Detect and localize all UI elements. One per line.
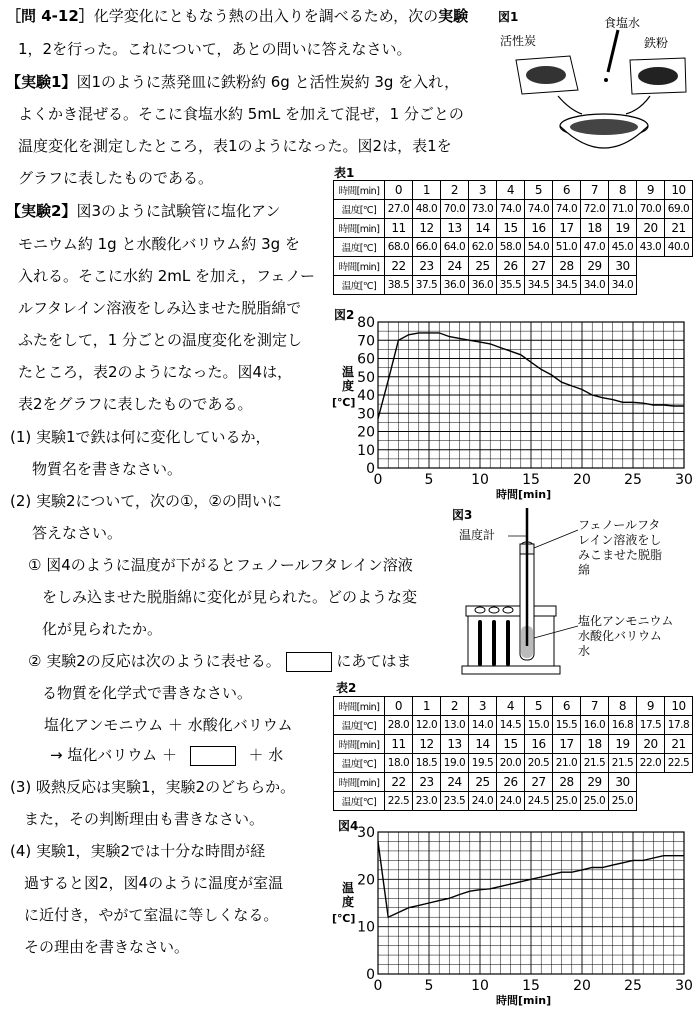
table1-cell: 72.0	[581, 200, 609, 219]
table2-cell: 2	[441, 697, 469, 716]
experiment2-heading: 【実験2】	[6, 202, 77, 220]
table2-cell: 29	[581, 773, 609, 792]
figure4-y-tick-label: 20	[357, 872, 375, 889]
table1-cell: 71.0	[609, 200, 637, 219]
figure4-x-tick-label: 10	[471, 978, 489, 994]
table1-cell: 27	[525, 257, 553, 276]
table2-time-header: 時間[min]	[334, 773, 385, 792]
table1-cell: 16	[525, 219, 553, 238]
table1-cell: 25	[469, 257, 497, 276]
table1-cell: 15	[497, 219, 525, 238]
table1-cell: 43.0	[637, 238, 665, 257]
question-2-2-line-1	[28, 651, 411, 672]
table2-cell: 19	[609, 735, 637, 754]
question-4-line-1: (4) 実験1，実験2では十分な時間が経	[10, 842, 266, 860]
table2-cell: 9	[637, 697, 665, 716]
figure2-chart	[328, 312, 693, 502]
arrow-iron	[626, 96, 650, 114]
table2-cell: 22.5	[665, 754, 693, 773]
experiment1-text-1: 図1のように蒸発皿に鉄粉約 6g と活性炭約 3g を入れ，	[76, 73, 460, 91]
figure4-xlabel: 時間[min]	[496, 994, 552, 1007]
question-2-2-text: ② 実験2の反応は次のように表せる。	[28, 652, 281, 670]
table2-cell: 17	[553, 735, 581, 754]
table2-cell: 11	[385, 735, 413, 754]
table1-cell: 51.0	[553, 238, 581, 257]
experiment1-text-3: 温度変化を測定したところ，表1のようになった。図2は，表1を	[18, 137, 452, 155]
experiment1-text-4: グラフに表したものである。	[18, 169, 214, 187]
table2-row	[334, 716, 693, 735]
intro-experiment-word: 実験	[438, 7, 469, 25]
experiment1-heading: 【実験1】	[6, 73, 77, 91]
table1-cell: 6	[553, 181, 581, 200]
question-3-line-2: また，その判断理由も書きなさい。	[24, 810, 265, 828]
figure4-x-tick-label: 15	[522, 978, 540, 994]
question-2-line-1: (2) 実験2について，次の①，②の問いに	[10, 492, 282, 510]
table1-cell: 11	[385, 219, 413, 238]
table2-cell: 18.0	[385, 754, 413, 773]
question-2-2-line-2: る物質を化学式で書きなさい。	[42, 684, 253, 702]
figure2-ylabel-1: 温	[342, 365, 355, 379]
question-2-line-2: 答えなさい。	[32, 524, 123, 542]
table1-cell: 74.0	[525, 200, 553, 219]
figure3-thermometer-label: 温度計	[459, 528, 496, 542]
table2-cell: 14.5	[497, 716, 525, 735]
arrow-carbon	[558, 96, 582, 114]
answer-blank-box-equation	[190, 746, 236, 766]
table1-cell: 28	[553, 257, 581, 276]
table1-cell: 62.0	[469, 238, 497, 257]
figure2-x-tick-label: 15	[522, 472, 540, 488]
table1-cell: 24	[441, 257, 469, 276]
table2-cell: 25.0	[609, 792, 637, 811]
figure4-x-ticks	[374, 978, 693, 994]
table1-cell: 2	[441, 181, 469, 200]
drop	[604, 78, 608, 82]
table2-cell: 12	[413, 735, 441, 754]
table2-cell: 28	[553, 773, 581, 792]
table1-cell: 64.0	[441, 238, 469, 257]
table1-cell: 45.0	[609, 238, 637, 257]
table2-cell: 24.5	[525, 792, 553, 811]
rack-base	[462, 666, 560, 674]
reaction-water-text: ＋ 水	[248, 746, 284, 764]
table2-cell: 16.8	[609, 716, 637, 735]
table1-row	[334, 276, 693, 295]
iron-powder	[638, 67, 678, 85]
table1-cell: 20	[637, 219, 665, 238]
experiment2-text-1: 図3のように試験管に塩化アン	[76, 202, 281, 220]
table1-label: 表1	[334, 166, 355, 180]
experiment2-text-7: 表2をグラフに表したものである。	[18, 395, 253, 413]
question-1-line-1: (1) 実験1で鉄は何に変化しているか，	[10, 428, 271, 446]
table2-cell: 18	[581, 735, 609, 754]
answer-blank-box	[286, 652, 332, 672]
table1-cell: 23	[413, 257, 441, 276]
table1-cell: 10	[665, 181, 693, 200]
figure4-ylabel-2: 度	[342, 895, 355, 909]
experiment2-line-1	[6, 201, 280, 221]
table1-cell: 1	[413, 181, 441, 200]
figure3-illustration	[458, 506, 578, 686]
table2-cell: 7	[581, 697, 609, 716]
experiment2-text-5: ふたをして，1 分ごとの温度変化を測定し	[18, 331, 303, 349]
figure4-ylabel-1: 温	[342, 881, 355, 895]
table2-cell: 21.5	[609, 754, 637, 773]
table1-cell: 36.0	[441, 276, 469, 295]
table2-row	[334, 697, 693, 716]
question-line-1	[6, 6, 468, 26]
question-2-2-text-end: にあてはま	[336, 652, 412, 670]
table2-cell: 4	[497, 697, 525, 716]
table1-cell: 29	[581, 257, 609, 276]
reaction-equation-line-2	[50, 745, 283, 766]
figure2-y-tick-label: 20	[357, 424, 375, 441]
table2-cell: 21	[665, 735, 693, 754]
mixture-leader	[534, 626, 578, 638]
figure2-y-tick-label: 50	[357, 369, 375, 386]
table1-time-header: 時間[min]	[334, 219, 385, 238]
table2-cell: 8	[609, 697, 637, 716]
experiment2-text-3: 入れる。そこに水約 2mL を加え，フェノー	[18, 267, 316, 285]
table1-cell: 74.0	[553, 200, 581, 219]
table2-cell: 3	[469, 697, 497, 716]
figure3-mix-label-1: 塩化アンモニウム	[578, 614, 674, 628]
table2-row	[334, 754, 693, 773]
table2-cell: 20.5	[525, 754, 553, 773]
table1-cell: 47.0	[581, 238, 609, 257]
figure2-x-tick-label: 25	[624, 472, 642, 488]
figure3-mix-label-2: 水酸化バリウム	[578, 629, 662, 643]
table2-temp-header: 温度[℃]	[334, 754, 385, 773]
figure2-ylabel-unit: [℃]	[332, 396, 356, 409]
table1-cell: 40.0	[665, 238, 693, 257]
figure2-x-tick-label: 30	[675, 472, 693, 488]
figure4-x-tick-label: 20	[573, 978, 591, 994]
figure3-cotton-label-2: レイン溶液をし	[578, 533, 662, 547]
table2-row	[334, 735, 693, 754]
table2-cell: 25	[469, 773, 497, 792]
table2-cell: 26	[497, 773, 525, 792]
experiment1-text-2: よくかき混ぜる。そこに食塩水約 5mL を加えて混ぜ，1 分ごとの	[18, 105, 464, 123]
intro-text: 化学変化にともなう熱の出入りを調べるため，次の	[93, 7, 439, 25]
question-2-1-line-1: ① 図4のように温度が下がるとフェノールフタレイン溶液	[28, 556, 413, 574]
table2-cell: 15.0	[525, 716, 553, 735]
table1-cell: 22	[385, 257, 413, 276]
table1-cell: 70.0	[441, 200, 469, 219]
table2-cell: 12.0	[413, 716, 441, 735]
table2-cell: 15.5	[553, 716, 581, 735]
table2-label: 表2	[336, 681, 357, 695]
table2-cell: 5	[525, 697, 553, 716]
table2-cell: 23.0	[413, 792, 441, 811]
figure4-y-ticks	[357, 825, 375, 983]
table1-cell: 5	[525, 181, 553, 200]
figure2-y-tick-label: 40	[357, 388, 375, 404]
table1-time-header: 時間[min]	[334, 257, 385, 276]
table1-cell: 34.5	[553, 276, 581, 295]
table2-cell: 19.5	[469, 754, 497, 773]
question-number: ［問 4-12］	[6, 7, 94, 25]
table2-cell: 20	[637, 735, 665, 754]
table2-row	[334, 773, 693, 792]
table2-cell: 22	[385, 773, 413, 792]
table2-cell: 21.5	[581, 754, 609, 773]
figure1-illustration	[500, 30, 690, 160]
table2-cell: 23	[413, 773, 441, 792]
table1-cell: 14	[469, 219, 497, 238]
figure4-chart	[328, 822, 693, 1008]
table1-row	[334, 181, 693, 200]
table1-cell: 3	[469, 181, 497, 200]
table2-cell: 15	[497, 735, 525, 754]
table2-cell: 17.5	[637, 716, 665, 735]
table2-cell: 16	[525, 735, 553, 754]
figure2-x-tick-label: 10	[471, 472, 489, 488]
table1-cell: 27.0	[385, 200, 413, 219]
table2-cell: 14	[469, 735, 497, 754]
table2-cell: 6	[553, 697, 581, 716]
figure2-y-tick-label: 80	[357, 315, 375, 331]
question-1-line-2: 物質名を書きなさい。	[32, 460, 183, 478]
table2-cell: 13.0	[441, 716, 469, 735]
experiment2-text-6: たところ，表2のようになった。図4は，	[18, 363, 293, 381]
table1-cell: 13	[441, 219, 469, 238]
figure4-grid	[378, 832, 684, 974]
figure3-cotton-label-4: 綿	[578, 563, 591, 577]
table1-cell: 26	[497, 257, 525, 276]
table2-cell: 30	[609, 773, 637, 792]
table1-cell: 34.5	[525, 276, 553, 295]
figure4-x-tick-label: 5	[424, 978, 434, 994]
table2-time-header: 時間[min]	[334, 697, 385, 716]
table1-cell: 73.0	[469, 200, 497, 219]
table2-cell: 23.5	[441, 792, 469, 811]
table1-cell: 35.5	[497, 276, 525, 295]
table2-temp-header: 温度[℃]	[334, 792, 385, 811]
table2-cell: 0	[385, 697, 413, 716]
table1-cell: 48.0	[413, 200, 441, 219]
question-4-line-4: その理由を書きなさい。	[24, 938, 190, 956]
table2-cell: 13	[441, 735, 469, 754]
figure2-y-tick-label: 30	[357, 406, 375, 423]
table1-cell: 9	[637, 181, 665, 200]
figure4-label: 図4	[338, 819, 359, 833]
reaction-products-text: → 塩化バリウム ＋	[50, 746, 177, 764]
figure4-y-tick-label: 10	[357, 919, 375, 936]
table1-cell: 74.0	[497, 200, 525, 219]
figure3-label: 図3	[452, 508, 473, 522]
table1-row	[334, 200, 693, 219]
table1-cell: 17	[553, 219, 581, 238]
table2-cell: 24.0	[497, 792, 525, 811]
intro-line-2: 1，2を行った。これについて，あとの問いに答えなさい。	[18, 40, 412, 58]
table2	[333, 696, 693, 811]
dropper	[608, 30, 618, 72]
figure2-x-tick-label: 20	[573, 472, 591, 488]
table1-cell: 30	[609, 257, 637, 276]
figure2-y-tick-label: 10	[357, 442, 375, 459]
figure3-cotton-label-3: みこませた脱脂	[578, 548, 663, 562]
figure2-y-tick-label: 60	[357, 351, 375, 368]
figure1-iron-label: 鉄粉	[644, 36, 669, 50]
table1-cell: 36.0	[469, 276, 497, 295]
table1-row	[334, 219, 693, 238]
table1-temp-header: 温度[℃]	[334, 238, 385, 257]
figure3-cotton-label-1: フェノールフタ	[578, 518, 661, 532]
carbon-powder	[526, 66, 566, 84]
figure4-x-tick-label: 30	[675, 978, 693, 994]
table1-cell: 69.0	[665, 200, 693, 219]
table1-time-header: 時間[min]	[334, 181, 385, 200]
table1-cell: 12	[413, 219, 441, 238]
figure4-x-tick-label: 0	[373, 978, 383, 994]
table1	[333, 180, 693, 295]
table1-cell: 21	[665, 219, 693, 238]
figure4-ylabel-unit: [℃]	[332, 912, 356, 925]
experiment1-line-1	[6, 72, 459, 92]
question-2-1-line-3: 化が見られたか。	[42, 620, 163, 638]
figure2-label: 図2	[334, 308, 355, 322]
figure2-y-tick-label: 0	[366, 461, 375, 477]
table1-cell: 0	[385, 181, 413, 200]
table2-cell: 22.5	[385, 792, 413, 811]
table2-cell: 27	[525, 773, 553, 792]
experiment2-text-4: ルフタレイン溶液をしみ込ませた脱脂綿で	[18, 299, 302, 317]
table2-cell: 24	[441, 773, 469, 792]
table2-cell: 1	[413, 697, 441, 716]
figure2-grid	[378, 322, 684, 468]
table2-temp-header: 温度[℃]	[334, 716, 385, 735]
table2-cell: 24.0	[469, 792, 497, 811]
table1-cell: 34.0	[581, 276, 609, 295]
table2-cell: 10	[665, 697, 693, 716]
table1-cell: 54.0	[525, 238, 553, 257]
figure2-x-ticks	[374, 472, 693, 488]
table2-cell: 20.0	[497, 754, 525, 773]
figure3-mix-label-3: 水	[578, 644, 591, 658]
figure2-x-tick-label: 5	[424, 472, 434, 488]
mixture	[570, 119, 638, 135]
table2-time-header: 時間[min]	[334, 735, 385, 754]
question-3-line-1: (3) 吸熱反応は実験1，実験2のどちらか。	[10, 778, 296, 796]
table2-cell: 14.0	[469, 716, 497, 735]
table2-cell: 16.0	[581, 716, 609, 735]
table1-cell: 4	[497, 181, 525, 200]
figure4-x-tick-label: 25	[624, 978, 642, 994]
figure2-y-tick-label: 70	[357, 333, 375, 350]
figure4-y-tick-label: 30	[357, 825, 375, 841]
figure2-y-ticks	[357, 315, 375, 477]
table1-cell: 7	[581, 181, 609, 200]
table1-cell: 58.0	[497, 238, 525, 257]
figure1-carbon-label: 活性炭	[500, 34, 537, 48]
table2-cell: 18.5	[413, 754, 441, 773]
table2-cell: 22.0	[637, 754, 665, 773]
figure2-x-tick-label: 0	[373, 472, 383, 488]
table2-cell: 28.0	[385, 716, 413, 735]
figure1-label: 図1	[498, 10, 519, 24]
table2-cell: 25.0	[553, 792, 581, 811]
figure2-ylabel-2: 度	[342, 379, 355, 393]
table2-cell: 19.0	[441, 754, 469, 773]
table1-temp-header: 温度[℃]	[334, 276, 385, 295]
cotton-leader	[534, 530, 578, 548]
table2-row	[334, 792, 693, 811]
question-4-line-3: に近付き，やがて室温に等しくなる。	[24, 906, 279, 924]
question-4-line-2: 過すると図2，図4のように温度が室温	[24, 874, 284, 892]
figure4-y-tick-label: 0	[366, 967, 375, 983]
table1-cell: 70.0	[637, 200, 665, 219]
table1-cell: 66.0	[413, 238, 441, 257]
table1-cell: 19	[609, 219, 637, 238]
table2-cell: 21.0	[553, 754, 581, 773]
table2-cell: 25.0	[581, 792, 609, 811]
table1-row	[334, 257, 693, 276]
reaction-equation-line-1: 塩化アンモニウム ＋ 水酸化バリウム	[44, 716, 293, 734]
experiment2-text-2: モニウム約 1g と水酸化バリウム約 3g を	[18, 235, 300, 253]
table1-temp-header: 温度[℃]	[334, 200, 385, 219]
table1-cell: 38.5	[385, 276, 413, 295]
table1-row	[334, 238, 693, 257]
table2-cell: 17.8	[665, 716, 693, 735]
table1-cell: 18	[581, 219, 609, 238]
figure2-xlabel: 時間[min]	[496, 488, 552, 501]
table1-cell: 68.0	[385, 238, 413, 257]
question-2-1-line-2: をしみ込ませた脱脂綿に変化が見られた。どのような変	[42, 588, 418, 606]
table1-cell: 37.5	[413, 276, 441, 295]
table1-cell: 34.0	[609, 276, 637, 295]
table1-cell: 8	[609, 181, 637, 200]
figure1-salt-water-label: 食塩水	[604, 16, 641, 30]
